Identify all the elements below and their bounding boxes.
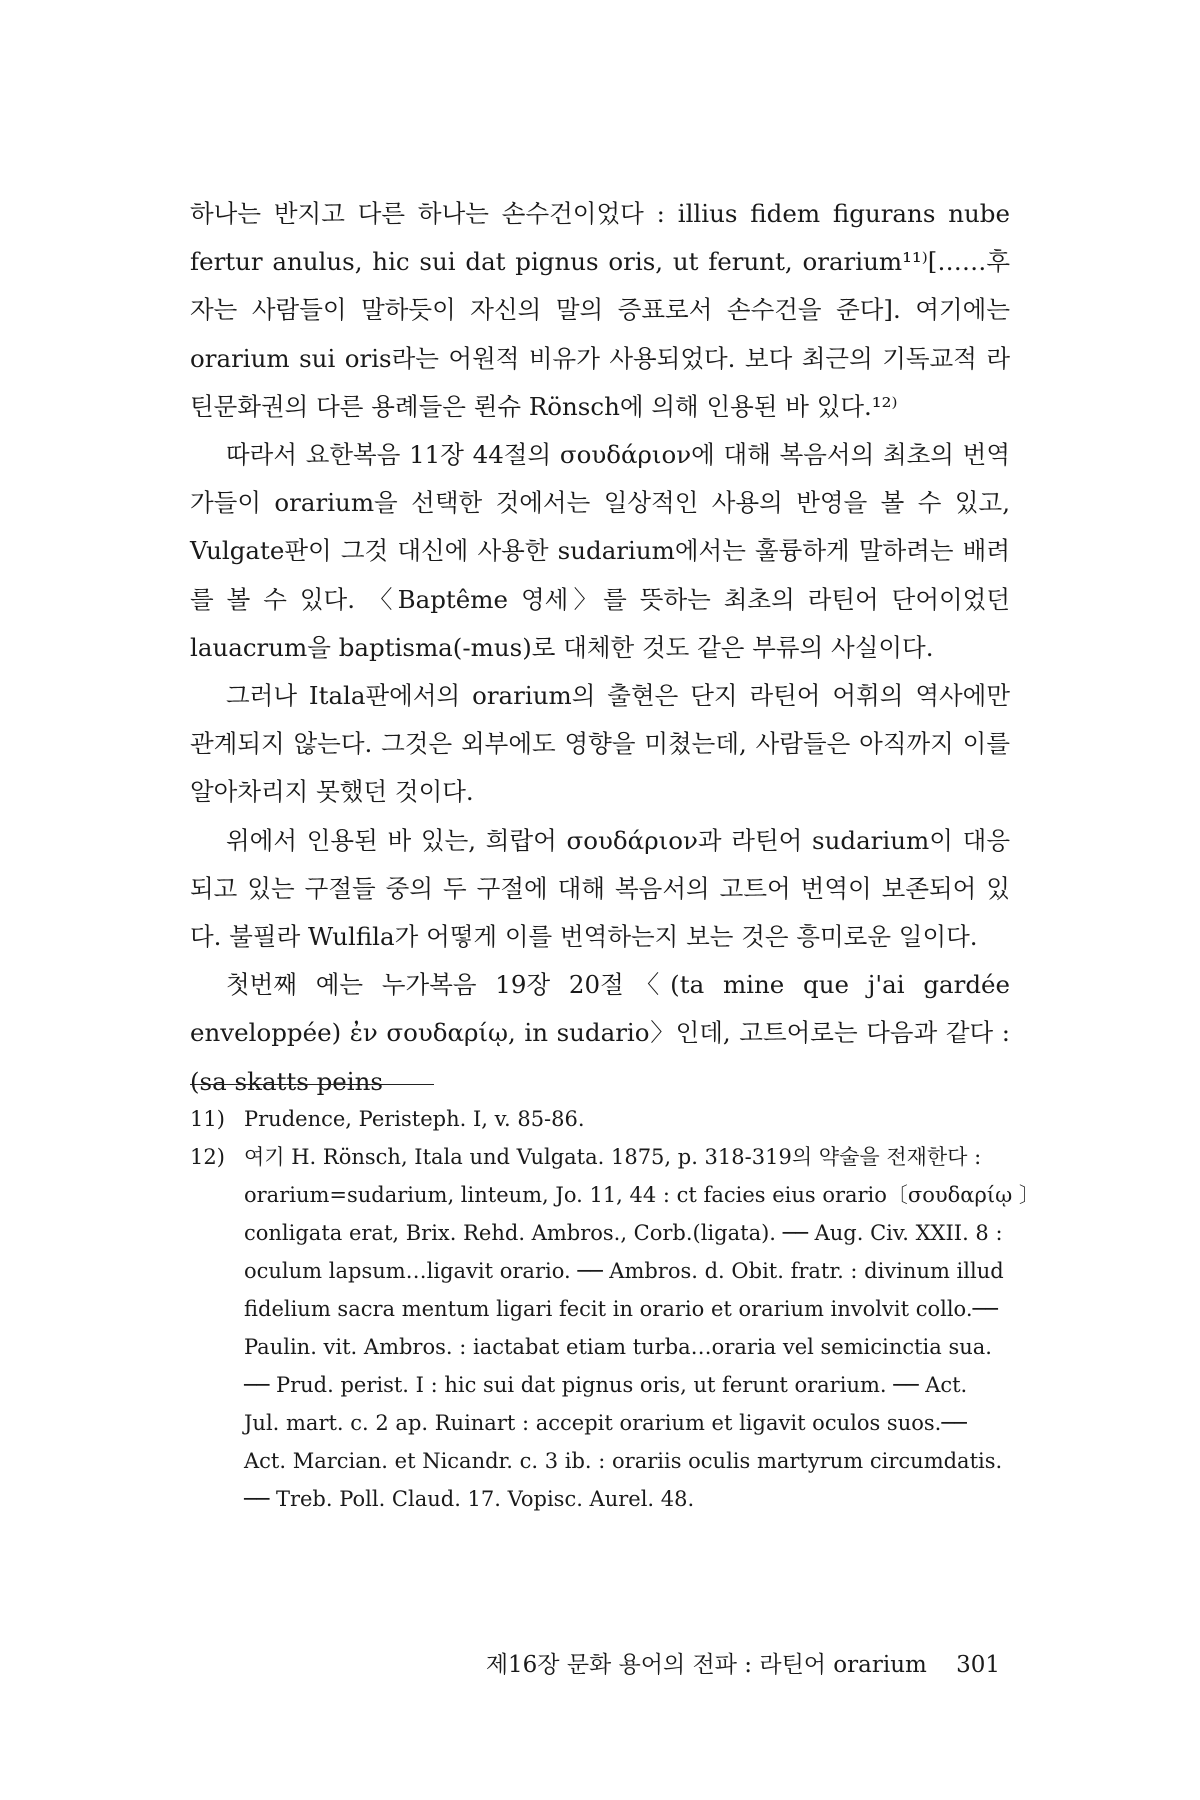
paragraph-continued: 하나는 반지고 다른 하나는 손수건이었다 : illius fidem figurans nube fertur anulus, hic sui dat pignus oris, ut ferunt, orarium¹¹⁾[……후자는 사람들이 말하듯이 자신의 말의 증표로서 손수건을 준다]. 여기에는 orarium sui oris라는 어원적 비유가 사용되었다. 보다 최근의 기독교적 라틴문화권의 다른 용례들은 뢴슈 Rönsch에 의해 인용된 바 있다.¹²⁾ <box>190 199 1010 421</box>
footnote-number: 11) <box>190 1107 225 1131</box>
main-text <box>190 190 1010 1106</box>
page-footer <box>486 1646 1000 1679</box>
footnote-line: Prudence, Peristeph. I, v. 85-86. <box>244 1107 585 1131</box>
footnote-line: conligata erat, Brix. Rehd. Ambros., Corb.(ligata). ── Aug. Civ. XXII. 8 : <box>244 1221 1003 1245</box>
paragraph: 첫번째 예는 누가복음 19장 20절〈(ta mine que j'ai gardée enveloppée) ἐν σουδαρίῳ, in sudario〉인데, 고트어로는 다음과 같다 : (sa skatts peins <box>190 970 1010 1096</box>
paragraph: 그러나 Itala판에서의 orarium의 출현은 단지 라틴어 어휘의 역사에만 관계되지 않는다. 그것은 외부에도 영향을 미쳤는데, 사람들은 아직까지 이를 알아차리지 못했던 것이다. <box>190 681 1010 807</box>
footnote-line: orarium=sudarium, linteum, Jo. 11, 44 : ct facies eius orario〔σουδαρίῳ 〕 <box>244 1183 1040 1207</box>
footnote-12 <box>190 1138 1040 1518</box>
footnote-line: Jul. mart. c. 2 ap. Ruinart : accepit orarium et ligavit oculos suos.── <box>244 1411 967 1435</box>
footnote-text <box>244 1100 1010 1138</box>
footnote-line: Act. Marcian. et Nicandr. c. 3 ib. : orariis oculis martyrum circumdatis. <box>244 1449 1003 1473</box>
footnote-line: ── Prud. perist. I : hic sui dat pignus oris, ut ferunt orarium. ── Act. <box>244 1373 968 1397</box>
paragraph: 따라서 요한복음 11장 44절의 σουδάριον에 대해 복음서의 최초의 번역가들이 orarium을 선택한 것에서는 일상적인 사용의 반영을 볼 수 있고, Vulgate판이 그것 대신에 사용한 sudarium에서는 훌륭하게 말하려는 배려를 볼 수 있다. 〈Baptême 영세〉를 뜻하는 최초의 라틴어 단어이었던 lauacrum을 baptisma(-mus)로 대체한 것도 같은 부류의 사실이다. <box>190 440 1010 662</box>
footnotes <box>190 1100 1040 1518</box>
footnote-number: 12) <box>190 1145 225 1169</box>
running-head: 제16장 문화 용어의 전파 : 라틴어 orarium <box>485 1652 927 1678</box>
footnote-11 <box>190 1100 1010 1138</box>
footnote-text <box>244 1138 1040 1518</box>
page-number: 301 <box>956 1652 1000 1678</box>
footnote-line: fidelium sacra mentum ligari fecit in orario et orarium involvit collo.── <box>244 1297 998 1321</box>
footnote-line: Paulin. vit. Ambros. : iactabat etiam turba…oraria vel semicinctia sua. <box>244 1335 992 1359</box>
footnote-line: oculum lapsum…ligavit orario. ── Ambros. d. Obit. fratr. : divinum illud <box>244 1259 1004 1283</box>
paragraph: 위에서 인용된 바 있는, 희랍어 σουδάριον과 라틴어 sudarium이 대응되고 있는 구절들 중의 두 구절에 대해 복음서의 고트어 번역이 보존되어 있다. 불필라 Wulfila가 어떻게 이를 번역하는지 보는 것은 흥미로운 일이다. <box>190 825 1010 952</box>
footnote-separator <box>190 1084 434 1085</box>
footnote-line: 여기 H. Rönsch, Itala und Vulgata. 1875, p. 318-319의 약술을 전재한다 : <box>244 1145 982 1169</box>
footnote-line: ── Treb. Poll. Claud. 17. Vopisc. Aurel. 48. <box>244 1487 695 1511</box>
